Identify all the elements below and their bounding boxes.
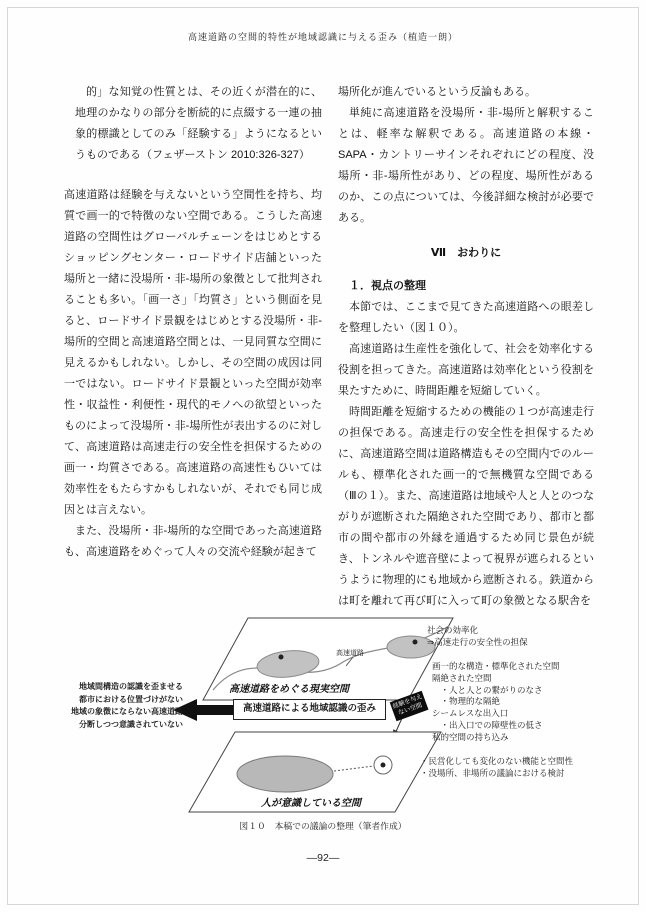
subsection-heading: １．視点の整理	[349, 280, 426, 292]
paragraph: 高速道路は経験を与えないという空間性を持ち、均質で画一的で特徴のない空間である。こうした高速道路の空間性はグローバルチェーンをはじめとするショッピングセンター・ロードサイド店舗といった場所と一緒に没場所・非-場所の象徴として批判されることも多い。「画一さ」「均質さ」という側面を見ると、ロードサイド景観をはじめとする没場所・非-場所的空間と高速道路空間とは、一見同質な空間に見えるかもしれない。しかし、その空間の成因は同一ではない。ロードサイド景観といった空間が効率性・収益性・利便性・現代的モノへの欲望といったものによって没場所・非-場所性が表出するのに対して、高速道路は高速走行の安全性を担保するための画一・均質さである。高速道路の高速性もひいては効率性をもたらすかもしれないが、それでも同じ成因とは言えない。	[64, 189, 322, 516]
right-column	[338, 82, 594, 612]
running-head: 高速道路の空間的特性が地域認識に与える歪み（植造一朗）	[187, 32, 458, 42]
top-plane-label: 高速道路をめぐる現実空間	[229, 684, 349, 695]
note-line: ・没場所、非場所の議論における検討	[420, 768, 565, 778]
note-line: 分断しつつ意識されていない	[79, 719, 183, 729]
note-line: 画一的な構造・標準化された空間	[432, 661, 560, 671]
note-line: ・出入口での障壁性の低さ	[432, 719, 543, 730]
city-dot	[279, 655, 284, 660]
note-line: ⇒高速走行の安全性の担保	[427, 637, 528, 647]
note-line: シームレスな出入口	[432, 708, 509, 719]
paragraph: 高速道路は生産性を強化して、社会を効率化する役割を担ってきた。高速道路は効率化という役割を果たすために、時間距離を短縮していく。	[338, 343, 594, 397]
right-notes-mid	[432, 661, 560, 744]
left-column	[64, 82, 322, 563]
right-notes-top	[427, 624, 528, 648]
small-circle-dot	[381, 763, 386, 768]
page-number: —92—	[306, 852, 340, 864]
right-notes-bottom	[420, 755, 573, 779]
note-line: 地域間構造の認識を歪ませる	[79, 682, 183, 691]
left-notes	[55, 681, 183, 731]
road-label: 高速道路	[336, 650, 364, 657]
distortion-box: 高速道路による地域認識の歪み	[233, 699, 386, 720]
figure-caption: 図１０ 本稿での議論の整理（筆者作成）	[239, 821, 407, 831]
note-line: ・民営化しても変化のない機能と空間性	[420, 756, 574, 766]
paragraph-quote: 的」な知覚の性質とは、その近くが潜在的に、地理のかなりの部分を断続的に点綴する一連の抽象的標識としてのみ「経験する」ようになるというものである（フェザーストン 2010:326-327）	[75, 86, 322, 161]
paragraph: 本節では、ここまで見てきた高速道路への眼差しを整理したい（図１０）。	[338, 301, 594, 334]
paragraph: 場所化が進んでいるという反論もある。	[338, 86, 536, 98]
note-line: 地域の象徴にならない高速道路	[71, 707, 183, 716]
section-heading: Ⅶ おわりに	[430, 247, 502, 259]
paragraph: また、没場所・非-場所的な空間であった高速道路も、高速道路をめぐって人々の交流や経験が起きて	[64, 525, 322, 558]
perceived-region-ellipse	[237, 756, 333, 792]
note-line: ・物理的な隔絶	[432, 696, 501, 707]
note-line: 私的空間の持ち込み	[432, 731, 509, 742]
figure-10	[53, 612, 593, 842]
note-line: ・人と人との繋がりのなさ	[432, 684, 543, 695]
city-dot	[413, 640, 418, 645]
bottom-plane-label: 人が意識している空間	[261, 798, 361, 809]
paragraph: 時間距離を短縮するための機能の１つが高速走行の担保である。高速走行の安全性を担保するために、高速道路空間は道路構造もその空間内でのルールも、標準化された画一的で無機質な空間である（Ⅲの１）。また、高速道路は地域や人と人とのつながりが遮断された隔絶された空間であり、都市と都市の間や都市の外縁を通過するため同じ景色が続き、トンネルや遮音壁によって視界が遮られるというように物理的にも地域から遮断される。鉄道からは町を離れて再び町に入って町の象徴となる駅舎を	[338, 406, 594, 607]
no-experience-box: 経験を与えない空間	[390, 691, 429, 721]
note-line: 都市における位置づけがない	[79, 694, 183, 704]
note-line: 隔絶された空間	[432, 672, 492, 683]
paragraph: 単純に高速道路を没場所・非-場所と解釈することは、軽率な解釈である。高速道路の本線・SAPA・カントリーサインそれぞれにどの程度、没場所・非-場所性があり、どの程度、場所性があるのか、この点については、今後詳細な検討が必要である。	[338, 107, 594, 224]
note-line: 社会の効率化	[427, 625, 479, 635]
